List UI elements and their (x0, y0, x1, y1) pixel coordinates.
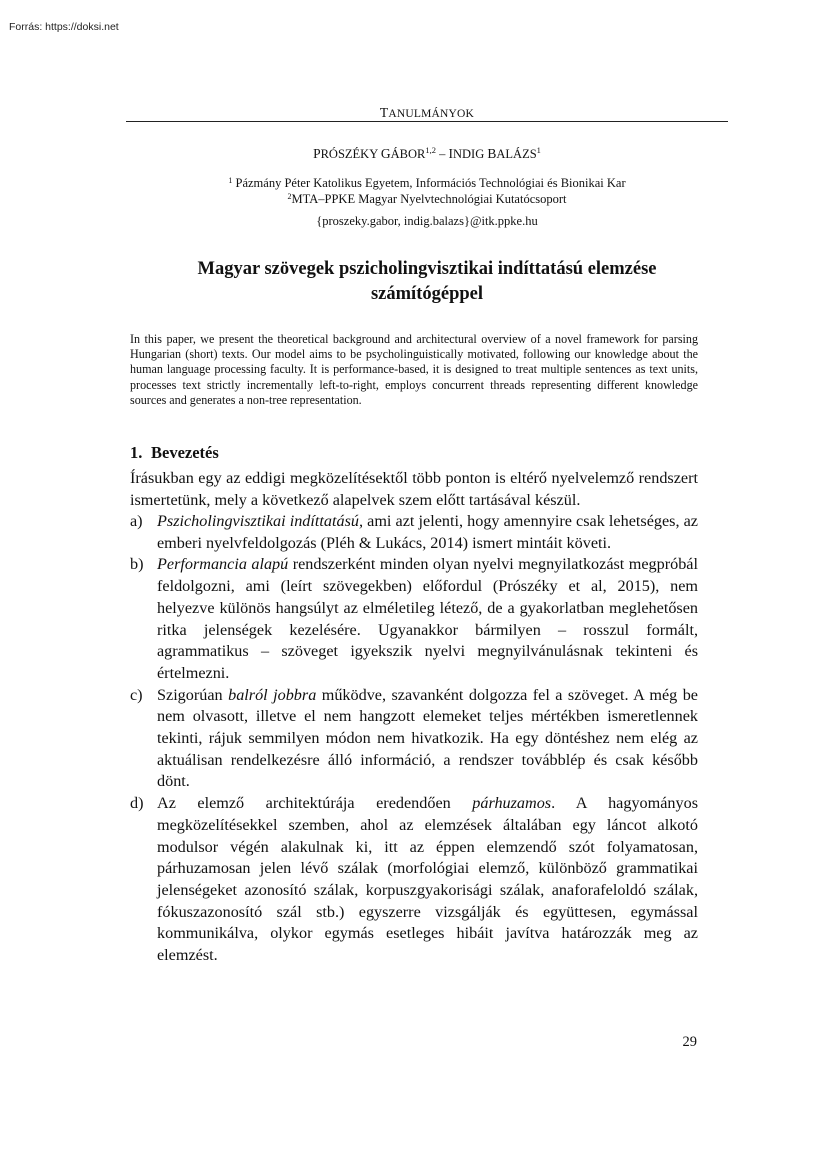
list-text: Szigorúan (157, 685, 229, 704)
list-item-a (130, 511, 698, 554)
list-item-b (130, 554, 698, 684)
header-rule (126, 121, 728, 122)
author1-initial2: G (380, 146, 391, 161)
source-label: Forrás: https://doksi.net (9, 21, 119, 33)
list-emphasis: balról jobbra (228, 685, 317, 704)
author-line (126, 145, 728, 162)
page-number: 29 (682, 1034, 697, 1050)
affiliation-1-text: Pázmány Péter Katolikus Egyetem, Információs Technológiai és Bionikai Kar (232, 176, 626, 190)
author2-surname: NDIG (453, 147, 485, 161)
author2-given: ALÁZS (496, 147, 537, 161)
principles-list (130, 511, 698, 967)
author-separator: – (436, 147, 449, 161)
list-text: Az elemző architektúrája eredendően (157, 794, 473, 813)
running-head-rest: ANULMÁNYOK (388, 108, 475, 120)
paper-title: Magyar szövegek pszicholingvisztikai indíttatású elemzése számítógéppel (197, 259, 657, 304)
affiliation-1-sup: 1 (228, 176, 233, 185)
section-heading (130, 443, 219, 463)
author2-initial2: B (487, 146, 497, 161)
list-item-c (130, 685, 698, 794)
list-text: rendszerként minden olyan nyelvi megnyilatkozást megpróbál feldolgozni, ami (leírt szövegekben) előfordul (Prószéky et al, 2015), nem helyezve különös hangsúlyt az elméletileg létező, de a gyakorlatban meglehetősen ritka jelenségek kezelésére. Ugyanakkor bármilyen – rosszul formált, agrammatikus – szöveget igyekszik nyelvi megnyilvánulásnak tekinteni és értelmezni. (157, 555, 698, 682)
list-emphasis: Performancia alapú (157, 555, 289, 574)
author1-given: ÁBOR (390, 147, 426, 161)
author2-initial: I (448, 146, 453, 161)
affiliation-2-sup: 2 (287, 192, 292, 201)
abstract: In this paper, we present the theoretical background and architectural overview of a novel framework for parsing Hungarian (short) texts. Our model aims to be psycholinguistically motivated, following our knowledge about the human language processing faculty. It is performance-based, it is designed to treat multiple sentences as text units, processes text strictly incrementally left-to-right, employs concurrent threads representing different knowledge sources and generates a non-tree representation. (130, 332, 698, 407)
author1-surname: RÓSZÉKY (320, 147, 378, 161)
list-text: ami azt jelenti, hogy amennyire csak lehetséges, az emberi nyelvfeldolgozás (Pléh & Lukács, 2014) ismert mintáit követi. (157, 512, 698, 552)
section-number: 1. (130, 443, 143, 462)
list-emphasis: Pszicholingvisztikai indíttatású, (157, 512, 364, 530)
list-text: . A hagyományos megközelítésekkel szemben, ahol az elemzések általában egy láncot alkotó modulsor végén alakulnak ki, itt az éppen elemzendő szót folyamatosan, párhuzamosan jelen lévő szálak (morfológiai elemző, különböző grammatikai jelenségeket azonosító szálak, korpuszgyakorisági szálak, anaforafeloldó szálak, fókuszazonosító szál stb.) egyszerre vizsgálják és együttesen, egymással kommunikálva, olykor egymás esetleges hibáit javítva határozzák meg az elemzést. (157, 794, 699, 965)
running-head (126, 105, 728, 121)
author1-affil-sup: 1,2 (425, 145, 436, 155)
list-marker: d) (130, 794, 144, 813)
author1-initial: P (313, 146, 321, 161)
intro-paragraph: Írásukban egy az eddigi megközelítésektől több ponton is eltérő nyelvelemző rendszert ismertetünk, mely a következő alapelvek szem előtt tartásával készül. (130, 469, 698, 509)
affiliation-1 (126, 176, 728, 191)
list-marker: a) (130, 512, 143, 530)
affiliation-2-text: MTA–PPKE Magyar Nyelvtechnológiai Kutatócsoport (291, 192, 567, 206)
list-text: működve, szavanként dolgozza fel a szöveget. A még be nem olvasott, illetve el nem hangzott elemeket teljes mértékben ismeretlennek tekinti, rájuk semmilyen módon nem hivatkozik. Ha egy döntéshez nem elég az aktuálisan rendelkezésre álló információ, a rendszer továbblép és csak később dönt. (157, 685, 698, 791)
running-head-initial: T (379, 105, 389, 120)
list-marker: b) (130, 555, 144, 574)
affiliation-2 (126, 192, 728, 207)
email-line: {proszeky.gabor, indig.balazs}@itk.ppke.hu (316, 214, 538, 228)
author2-affil-sup: 1 (536, 145, 541, 155)
section-title: Bevezetés (151, 443, 219, 462)
list-marker: c) (130, 685, 143, 704)
list-emphasis: párhuzamos (472, 794, 552, 813)
list-item-d (130, 793, 698, 967)
